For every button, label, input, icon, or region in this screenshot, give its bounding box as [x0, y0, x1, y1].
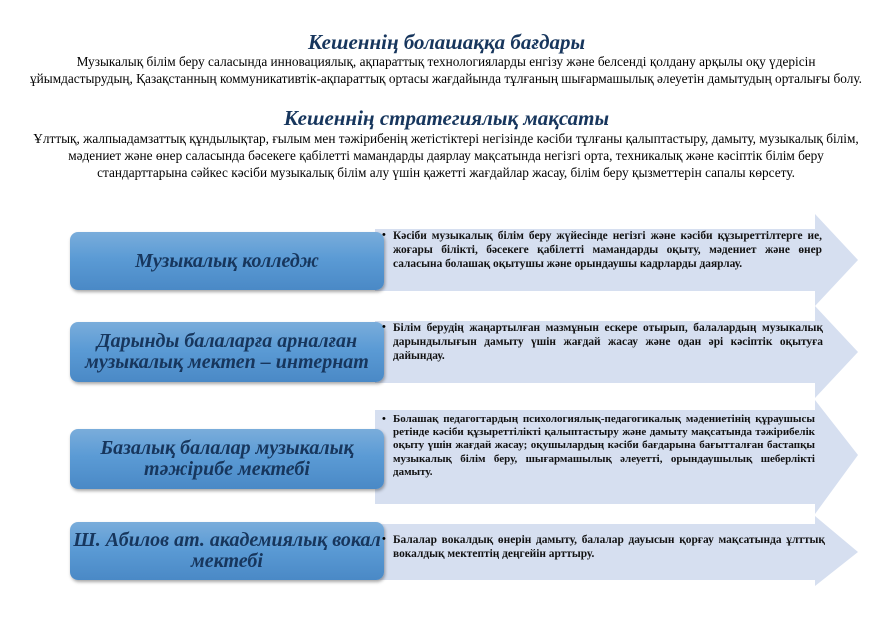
unit-name: Базалық балалар музыкалық тәжірибе мектебі [100, 437, 354, 480]
strategy-text: Ұлттық, жалпыадамзаттық құндылықтар, ғылым мен тәжірибенің жетістіктері негізінде кәсіби тұлғаны қалыптастыру, дамыту, музыкалық білім, мәдениет және өнер саласында бәсекеге қабілетті мамандарды даярлау мақсатында негізгі орта, техникалық және кәсіптік білім беру стандарттарына сәйкес кәсіби музыкалық білім алу үшін қажетті жағдайлар жасау, білім беру қызметтерін сапалы көрсету. [33, 131, 859, 180]
bullet-icon: • [382, 413, 386, 425]
unit-name-box [70, 322, 384, 382]
bullet-icon: • [382, 321, 386, 333]
unit-row [0, 212, 893, 308]
unit-row [0, 304, 893, 400]
unit-name-box [70, 522, 384, 580]
unit-name-box [70, 429, 384, 489]
bullet-icon: • [382, 533, 386, 545]
bullet-icon: • [382, 229, 386, 241]
unit-name: Дарынды балаларға арналған музыкалық мектеп – интернат [85, 330, 369, 373]
unit-row [0, 400, 893, 516]
strategy-title: Кешеннің стратегиялық мақсаты [283, 106, 610, 130]
unit-description: Кәсіби музыкалық білім беру жүйесінде негізгі және кәсіби құзыреттілтерге ие, жоғары білікті, бәсекеге қабілетті мамандарды оқыту, мәдениет және өнер саласына болашақ оқытушы және орындаушы кадрларды даярлау. [393, 230, 822, 270]
vision-title: Кешеннің болашаққа бағдары [307, 30, 586, 54]
vision-text: Музыкалық білім беру саласында инновациялық, ақпараттық технологияларды енгізу және белсенді қолдану арқылы оқу үдерісін ұйымдастырудың, Қазақстанның коммуникативтік-ақпараттық ортасы жағдайында тұлғаның шығармашылық әлеуетін дамытудың орталығы болу. [30, 54, 862, 86]
unit-description: Білім берудің жаңартылған мазмұнын ескере отырып, балалардың музыкалық дарындылығын дамыту үшін жағдай жасау және одан әрі кәсіптік оқытуға дайындау. [393, 322, 823, 362]
unit-name: Ш. Абилов ат. академиялық вокал мектебі [73, 529, 381, 572]
unit-name-box [70, 232, 384, 290]
unit-name: Музыкалық колледж [135, 249, 319, 272]
unit-description: Болашақ педагогтардың психологиялық-педагогикалық мәдениетінің құраушысы ретінде кәсіби құзыреттілікті қалыптастыру және дамыту мақсатында тәжірибелік оқыту үшін жағдай жасау; оқушылардың кәсіби бағдарына бағытталған бастапқы музыкалық білім беру, шығармашылық әлеуетті, орындаушылық шеберлікті дамыту. [393, 413, 815, 478]
unit-description: Балалар вокалдық өнерін дамыту, балалар дауысын қорғау мақсатында ұлттық вокалдық мектептің деңгейін арттыру. [393, 534, 825, 560]
unit-row [0, 516, 893, 588]
